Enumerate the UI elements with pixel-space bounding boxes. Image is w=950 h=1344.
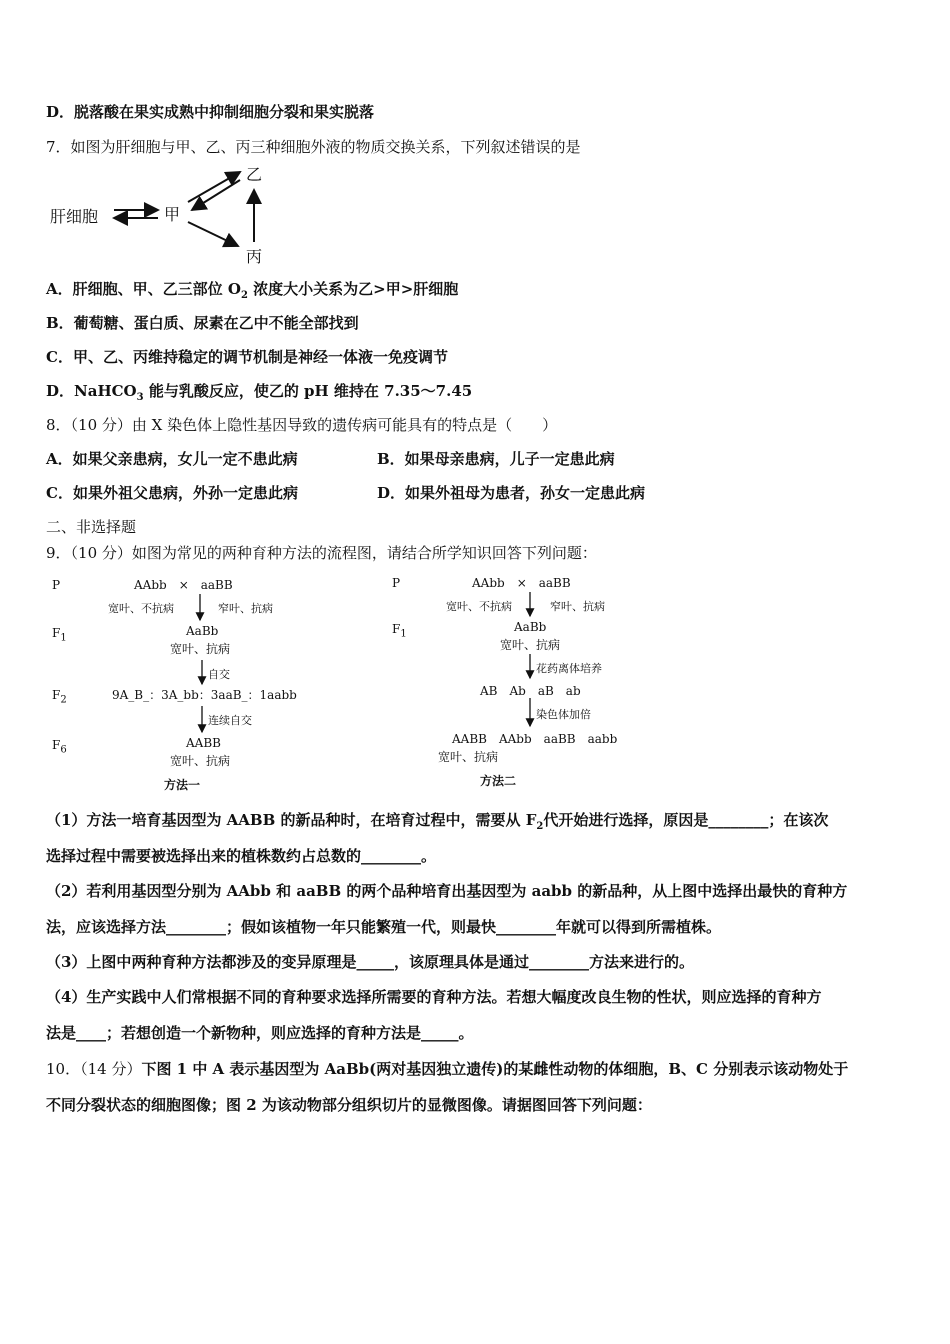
m2-parent-trait-left: 宽叶、不抗病	[446, 600, 512, 613]
m2-f1-label	[392, 622, 407, 639]
m1-step-continuous-selfing: 连续自交	[208, 714, 252, 727]
q8-option-d: D．如果外祖母为患者，孙女一定患此病	[377, 484, 646, 502]
arrow-jia-to-yi	[188, 172, 240, 202]
q9-stem: 9．（10 分）如图为常见的两种育种方法的流程图，请结合所学知识回答下列问题：	[46, 544, 597, 562]
m1-parents: AAbb × aaBB	[134, 578, 233, 592]
label-liver-cell: 肝细胞	[50, 207, 99, 226]
method2-arrows	[390, 568, 690, 793]
m2-f1-F: F	[392, 622, 401, 636]
m1-parent-trait-right: 窄叶、抗病	[218, 602, 273, 615]
q7-option-d	[46, 381, 472, 408]
q9-sub2-line2: 法，应该选择方法________；假如该植物一年只能繁殖一代，则最快________年就可以得到所需植株。	[46, 918, 722, 936]
q8-option-a: A．如果父亲患病，女儿一定不患此病	[46, 450, 298, 468]
q7-option-b: B．葡萄糖、蛋白质、尿素在乙中不能全部找到	[46, 314, 359, 332]
q7-option-a-sub: 2	[240, 290, 248, 301]
m1-name: 方法一	[164, 778, 201, 792]
m2-gametes: AB Ab aB ab	[480, 684, 581, 698]
m1-f2-ratio: 9A_B_：3A_bb：3aaB_：1aabb	[112, 688, 297, 702]
m2-step-anther-culture: 花药离体培养	[536, 662, 602, 675]
m1-parent-trait-left: 宽叶、不抗病	[108, 602, 174, 615]
q9-sub1-text: （1）方法一培育基因型为 AABB 的新品种时，在培育过程中，需要从 F	[46, 811, 537, 829]
q10-number: 10．（14 分）	[46, 1060, 142, 1078]
q7-option-d-text2: 能与乳酸反应，使乙的 pH 维持在 7.35～7.45	[143, 382, 473, 400]
q10-line1-text: 下图 1 中 A 表示基因型为 AaBb(两对基因独立遗传)的某雌性动物的体细胞，B、C 分别表示该动物处于	[141, 1060, 849, 1078]
label-bing: 丙	[246, 247, 263, 266]
m1-f6-label	[52, 738, 67, 755]
m1-p-label: P	[52, 578, 61, 592]
q7-option-a-text: A．肝细胞、甲、乙三部位 O	[46, 280, 241, 298]
q9-sub1-sub: 2	[536, 821, 544, 832]
q7-option-d-text: D．NaHCO	[46, 382, 137, 400]
q8-option-b: B．如果母亲患病，儿子一定患此病	[377, 450, 615, 468]
method1-flowchart	[50, 570, 370, 795]
m1-f1-sub: 1	[60, 632, 67, 644]
q10-line2: 不同分裂状态的细胞图像；图 2 为该动物部分组织切片的显微图像。请据图回答下列问题：	[46, 1096, 652, 1114]
label-jia: 甲	[164, 205, 181, 224]
m2-name: 方法二	[480, 774, 517, 788]
method2-flowchart	[390, 568, 690, 793]
q8-option-c: C．如果外祖父患病，外孙一定患此病	[46, 484, 298, 502]
m2-parent-trait-right: 窄叶、抗病	[550, 600, 605, 613]
m1-f1-F: F	[52, 626, 61, 640]
q9-sub4-line1: （4）生产实践中人们常根据不同的育种要求选择所需要的育种方法。若想大幅度改良生物的性状，则应选择的育种方	[46, 988, 822, 1006]
q7-option-a-text2: 浓度大小关系为乙>甲>肝细胞	[247, 280, 459, 298]
m2-f1-genotype: AaBb	[514, 620, 547, 634]
q7-option-a	[46, 279, 458, 306]
m2-f1-trait: 宽叶、抗病	[500, 638, 561, 652]
q9-sub1-line1	[46, 810, 906, 837]
m2-final-trait: 宽叶、抗病	[438, 750, 499, 764]
m2-p-label: P	[392, 576, 401, 590]
m2-f1-sub: 1	[400, 628, 407, 640]
m2-final-genotypes: AABB AAbb aaBB aabb	[452, 732, 618, 746]
q9-sub2-line1: （2）若利用基因型分别为 AAbb 和 aaBB 的两个品种培育出基因型为 aabb 的新品种，从上图中选择出最快的育种方	[46, 882, 848, 900]
q7-option-c: C．甲、乙、丙维持稳定的调节机制是神经一体液一免疫调节	[46, 348, 448, 366]
q9-sub4-line2: 法是____；若想创造一个新物种，则应选择的育种方法是_____。	[46, 1024, 474, 1042]
m1-f2-F: F	[52, 688, 61, 702]
m1-f1-label	[52, 626, 67, 643]
m1-f1-genotype: AaBb	[186, 624, 219, 638]
q7-stem: 7．如图为肝细胞与甲、乙、丙三种细胞外液的物质交换关系，下列叙述错误的是	[46, 138, 581, 156]
section-heading: 二、非选择题	[46, 518, 137, 536]
m1-f1-trait: 宽叶、抗病	[170, 642, 231, 656]
q9-sub1-line2: 选择过程中需要被选择出来的植株数约占总数的________。	[46, 847, 437, 865]
m1-f6-genotype: AABB	[186, 736, 221, 750]
label-yi: 乙	[246, 165, 263, 184]
m1-f6-F: F	[52, 738, 61, 752]
q9-sub3: （3）上图中两种育种方法都涉及的变异原理是_____，该原理具体是通过________方法来进行的。	[46, 953, 694, 971]
q8-stem: 8．（10 分）由 X 染色体上隐性基因导致的遗传病可能具有的特点是（ ）	[46, 416, 558, 434]
q7-option-d-sub: 3	[136, 392, 144, 403]
q10-line1	[46, 1059, 906, 1079]
arrow-jia-to-bing	[188, 222, 238, 246]
m1-step-selfing: 自交	[208, 668, 230, 681]
q6-option-d: D．脱落酸在果实成熟中抑制细胞分裂和果实脱落	[46, 103, 375, 121]
m2-parents: AAbb × aaBB	[472, 576, 571, 590]
q7-diagram	[50, 160, 290, 270]
m1-f2-sub: 2	[60, 694, 67, 706]
m1-f6-sub: 6	[60, 744, 67, 756]
m1-f2-label	[52, 688, 67, 705]
m1-f6-trait: 宽叶、抗病	[170, 754, 231, 768]
q9-sub1-text2: 代开始进行选择，原因是________；在该次	[543, 811, 829, 829]
m2-step-chromosome-doubling: 染色体加倍	[536, 708, 591, 721]
